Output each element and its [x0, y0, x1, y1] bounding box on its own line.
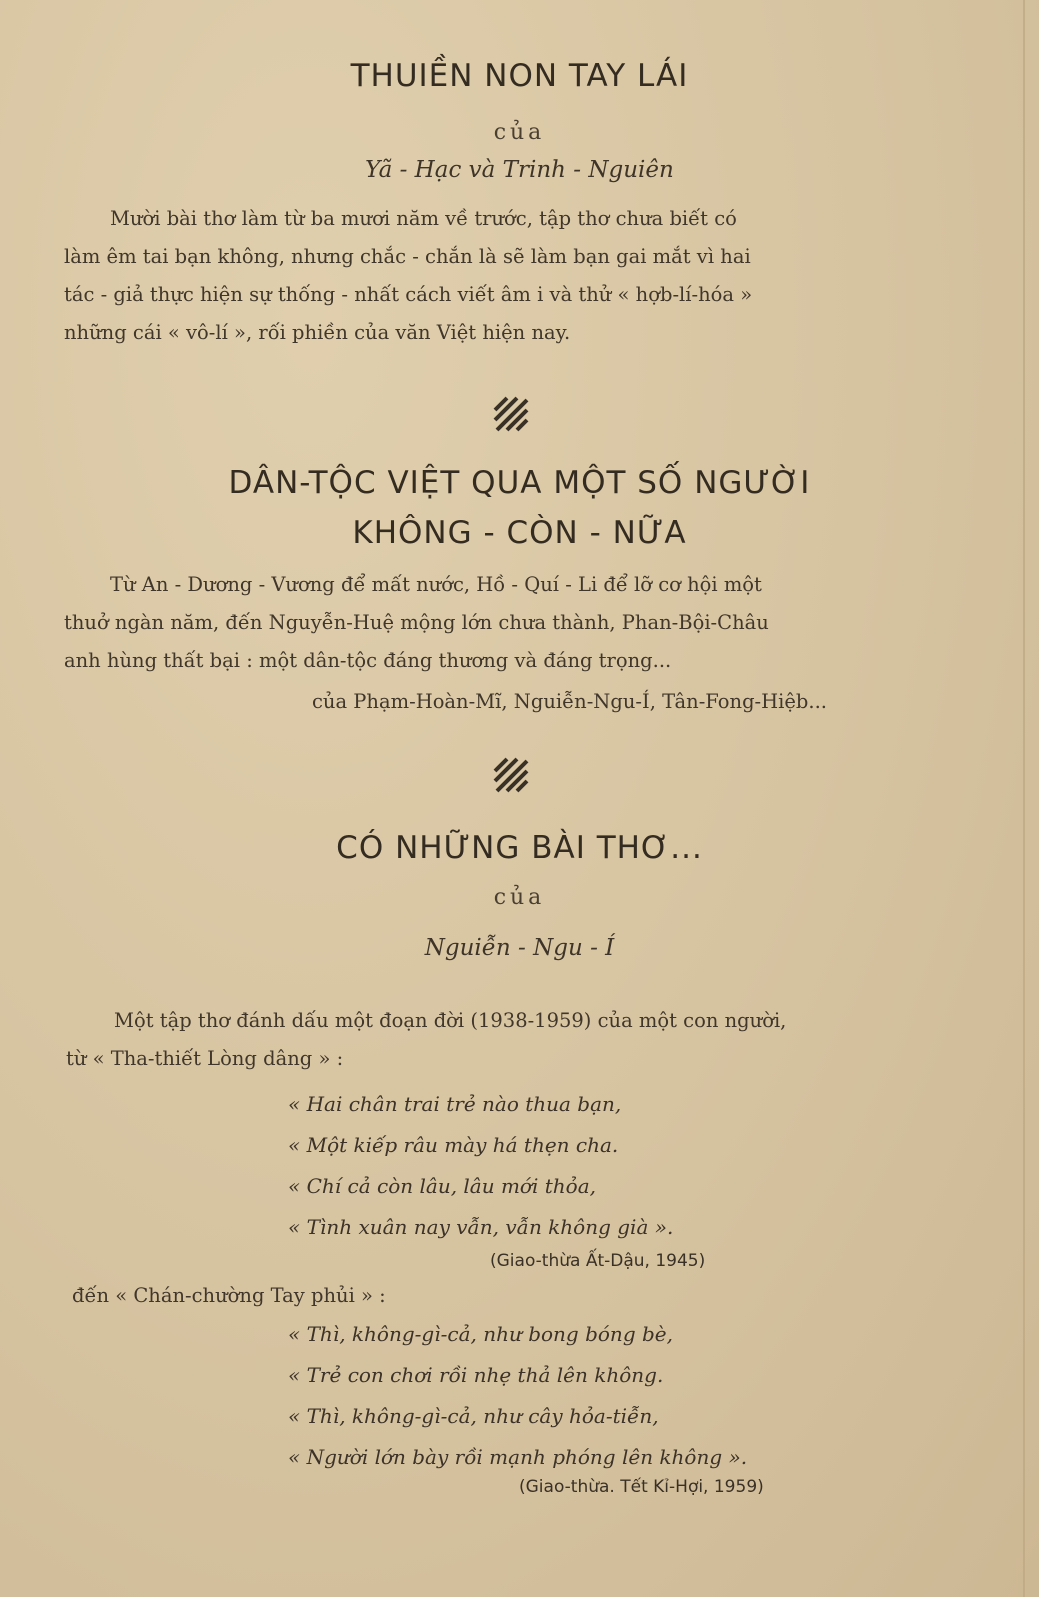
- hatched-square-ornament-icon: [493, 757, 529, 793]
- section2-line: thuở ngàn năm, đến Nguyễn-Huệ mộng lớn chưa thành, Phan-Bội-Châu: [64, 611, 769, 634]
- verse-line: « Tình xuân nay vẫn, vẫn không già ».: [288, 1215, 674, 1239]
- section1-author: Yã - Hạc và Trinh - Nguiên: [365, 157, 674, 183]
- section1-cua: của: [493, 120, 546, 145]
- section1-description: [64, 200, 954, 352]
- hatched-square-ornament-icon: [493, 396, 529, 432]
- verse-line: « Trẻ con chơi rồi nhẹ thả lên không.: [288, 1363, 664, 1387]
- section2-title-line2: KHÔNG - CÒN - NỮA: [352, 515, 687, 551]
- section1-title: THUIỀN NON TAY LÁI: [350, 58, 689, 94]
- section3-intro: [66, 1002, 956, 1078]
- verse-block-2: [288, 1314, 747, 1478]
- page-edge: [1023, 0, 1025, 1597]
- section3-bridge: đến « Chán-chường Tay phủi » :: [72, 1284, 386, 1307]
- verse-line: « Thì, không-gì-cả, như cây hỏa-tiễn,: [288, 1404, 659, 1428]
- section1-line: tác - giả thực hiện sự thống - nhất cách viết âm i và thử « hợb-lí-hóa »: [64, 283, 753, 306]
- section1-line: Mười bài thơ làm từ ba mươi năm về trước, tập thơ chưa biết có: [110, 207, 737, 230]
- section3-title: CÓ NHỮNG BÀI THƠ...: [336, 830, 703, 866]
- verse-credit-1: (Giao-thừa Ất-Dậu, 1945): [490, 1251, 706, 1271]
- verse-credit-2: (Giao-thừa. Tết Kỉ-Hợi, 1959): [519, 1477, 764, 1497]
- section3-intro-line: Một tập thơ đánh dấu một đoạn đời (1938-1959) của một con người,: [114, 1009, 787, 1032]
- verse-line: « Hai chân trai trẻ nào thua bạn,: [288, 1092, 622, 1116]
- verse-block-1: [288, 1084, 673, 1248]
- section1-line: những cái « vô-lí », rối phiền của văn Việt hiện nay.: [64, 321, 571, 344]
- section2-description: [64, 566, 954, 680]
- section3-author: Nguiễn - Ngu - Í: [424, 935, 615, 961]
- section3-intro-line: từ « Tha-thiết Lòng dâng » :: [66, 1047, 344, 1070]
- verse-line: « Một kiếp râu mày há thẹn cha.: [288, 1133, 619, 1157]
- verse-line: « Thì, không-gì-cả, như bong bóng bè,: [288, 1322, 673, 1346]
- section2-line: anh hùng thất bại : một dân-tộc đáng thương và đáng trọng...: [64, 649, 672, 672]
- section2-authors: của Phạm-Hoàn-Mĩ, Nguiễn-Ngu-Í, Tân-Fong-Hiệb...: [312, 690, 827, 713]
- section1-line: làm êm tai bạn không, nhưng chắc - chắn là sẽ làm bạn gai mắt vì hai: [64, 245, 751, 268]
- section3-cua: của: [493, 885, 546, 910]
- section2-line: Từ An - Dương - Vương để mất nước, Hồ - Quí - Li để lỡ cơ hội một: [110, 573, 762, 596]
- section2-title-line1: DÂN-TỘC VIỆT QUA MỘT SỐ NGƯỜI: [228, 465, 811, 501]
- verse-line: « Người lớn bày rồi mạnh phóng lên không ».: [288, 1445, 748, 1469]
- verse-line: « Chí cả còn lâu, lâu mới thỏa,: [288, 1174, 596, 1198]
